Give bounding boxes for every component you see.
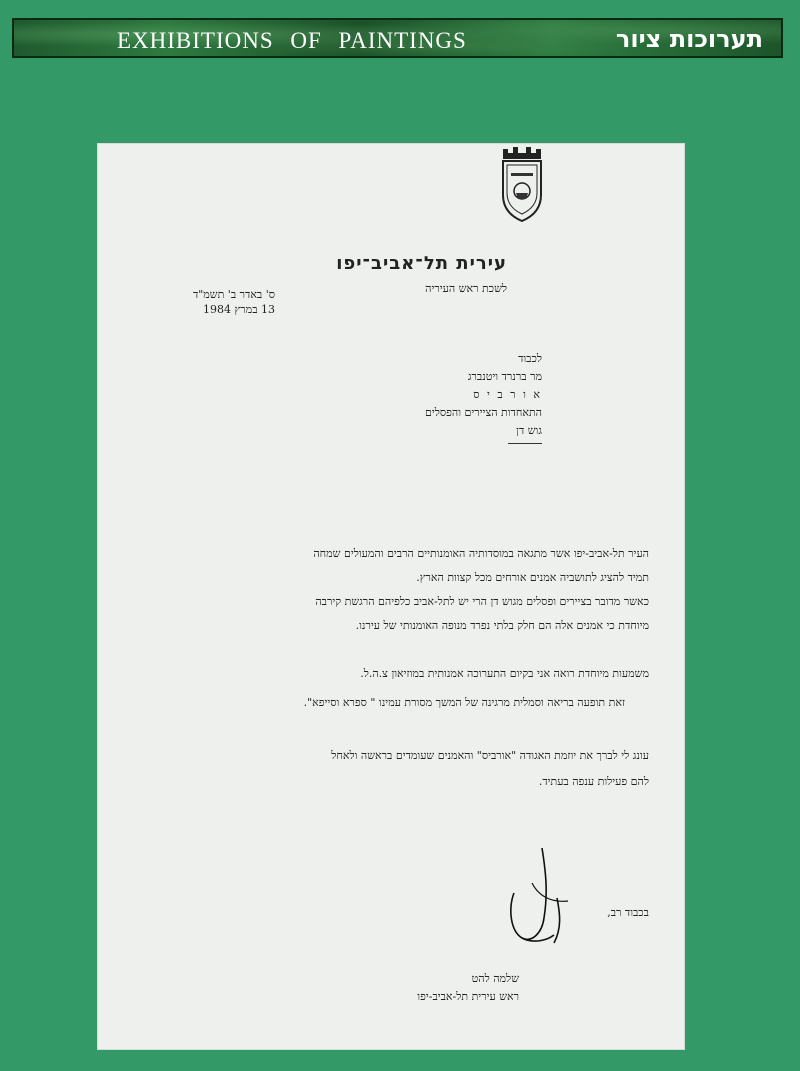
date-hebrew: ס' באדר ב' תשמ"ד bbox=[192, 288, 275, 301]
signer-name: שלמה להט bbox=[471, 972, 519, 985]
letterhead-city-name: עירית תל־אביב־יפו bbox=[336, 253, 507, 274]
body-line: להם פעילות ענפה בעתיד. bbox=[538, 775, 649, 788]
banner-title-english: EXHIBITIONS OF PAINTINGS bbox=[117, 28, 467, 53]
addressee-line: מר ברנרד ויטנברג bbox=[467, 370, 542, 383]
body-line: תמיד להציג לתושביה אמנים אורחים מכל קצוות הארץ. bbox=[416, 571, 649, 584]
body-line: מיוחדת כי אמנים אלה הם חלק בלתי נפרד מנופה האומנותי של עירנו. bbox=[355, 619, 649, 632]
addressee-line: א ו ר ב י ס bbox=[473, 388, 542, 401]
exhibitions-banner bbox=[12, 18, 783, 58]
body-line: משמעות מיוחדת רואה אני בקיום התערוכה אמנותית במוזיאון צ.ה.ל. bbox=[360, 667, 649, 680]
letterhead-office: לשכת ראש העיריה bbox=[425, 282, 507, 295]
municipal-emblem-icon bbox=[497, 143, 547, 227]
handwritten-signature bbox=[502, 843, 582, 953]
body-line: זאת תופעה בריאה וסמלית מרגינה של המשך מסורת עמינו " ספרא וסייפא". bbox=[303, 696, 625, 709]
addressee-line: גוש דן bbox=[516, 424, 542, 437]
signer-title: ראש עירית תל-אביב-יפו bbox=[417, 990, 519, 1003]
date-civil: 13 במרץ 1984 bbox=[203, 303, 275, 316]
body-line: העיר תל-אביב-יפו אשר מתגאה במוסדותיה האומנותיים הרבים והמעולים שמחה bbox=[313, 547, 649, 560]
addressee-line: התאחדות הציירים והפסלים bbox=[424, 406, 542, 419]
letter-page bbox=[97, 143, 685, 1050]
body-line: כאשר מדובר בציירים ופסלים מגוש דן הרי יש לתל-אביב כלפיהם הרגשת קירבה bbox=[315, 595, 649, 608]
body-line: עונג לי לברך את יוזמת האגודה "אורביס" והאמנים שעומדים בראשה ולאחל bbox=[331, 749, 649, 762]
addressee-line: לכבוד bbox=[518, 352, 542, 365]
banner-title-hebrew: תערוכות ציור bbox=[615, 25, 763, 53]
closing-line: בכבוד רב, bbox=[607, 906, 649, 919]
addressee-underline bbox=[508, 443, 542, 444]
